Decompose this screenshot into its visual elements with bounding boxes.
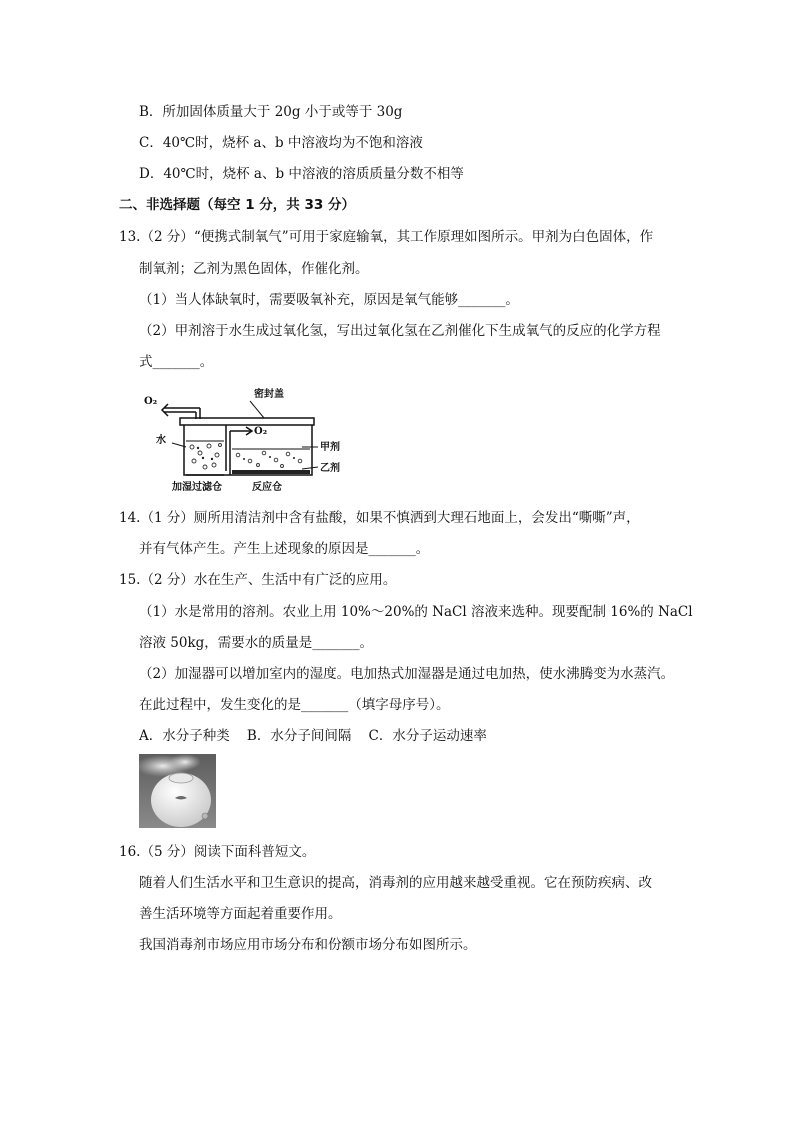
q16-para1-line2: 善生活环境等方面起着重要作用。 [139, 906, 342, 922]
q15-sub2-line1: （2）加湿器可以增加室内的湿度。电加热式加湿器是通过电加热，使水沸腾变为水蒸汽。 [139, 666, 675, 682]
q13-sub1: （1）当人体缺氧时，需要吸氧补充，原因是氧气能够_______。 [139, 292, 519, 308]
oxygen-generator-diagram [142, 383, 360, 495]
q15-sub1-line1: （1）水是常用的溶剂。农业上用 10%～20%的 NaCl 溶液来选种。现要配制 16%的 NaCl [139, 604, 693, 620]
label-agent-a: 甲剂 [320, 442, 340, 453]
q16-stem: 16.（5 分）阅读下面科普短文。 [119, 844, 316, 860]
label-chamber-right: 反应仓 [252, 482, 282, 493]
outlet-arrow [162, 404, 168, 416]
label-chamber-left: 加湿过滤仓 [172, 482, 222, 493]
q13-stem-line1: 13.（2 分）“便携式制氧气”可用于家庭输氧，其工作原理如图所示。甲剂为白色固体，作 [119, 229, 654, 245]
label-lid: 密封盖 [254, 389, 284, 400]
q15-stem: 15.（2 分）水在生产、生活中有广泛的应用。 [119, 572, 397, 588]
q15-options: A．水分子种类 B．水分子间间隔 C．水分子运动速率 [139, 728, 487, 744]
q16-para1-line1: 随着人们生活水平和卫生意识的提高，消毒剂的应用越来越受重视。它在预防疾病、改 [139, 875, 652, 891]
q15-sub1-line2: 溶液 50kg，需要水的质量是_______。 [139, 635, 374, 651]
option-b: B．所加固体质量大于 20g 小于或等于 30g [139, 104, 403, 120]
q14-stem-line1: 14.（1 分）厕所用清洁剂中含有盐酸，如果不慎洒到大理石地面上，会发出“嘶嘶”声， [119, 510, 640, 526]
humidifier-photo [139, 754, 216, 828]
lid [180, 418, 314, 425]
option-c: C．40℃时，烧杯 a、b 中溶液均为不饱和溶液 [139, 135, 423, 151]
q16-para2: 我国消毒剂市场应用市场分布和份额市场分布如图所示。 [139, 937, 477, 953]
section-heading: 二、非选择题（每空 1 分，共 33 分） [119, 197, 355, 213]
q13-stem-line2: 制氧剂；乙剂为黑色固体，作催化剂。 [139, 261, 369, 277]
q15-sub2-line2: 在此过程中，发生变化的是_______（填字母序号）。 [139, 697, 450, 713]
q13-sub2-line1: （2）甲剂溶于水生成过氧化氢，写出过氧化氢在乙剂催化下生成氧气的反应的化学方程 [139, 323, 661, 339]
label-water: 水 [156, 435, 166, 446]
catalyst-layer [232, 470, 310, 474]
q14-stem-line2: 并有气体产生。产生上述现象的原因是_______。 [139, 541, 430, 557]
q13-sub2-line2: 式_______。 [139, 354, 214, 370]
label-agent-b: 乙剂 [320, 463, 340, 474]
label-o2-inner: O₂ [254, 426, 268, 437]
lid-leader [250, 401, 264, 418]
label-o2-out: O₂ [144, 396, 158, 407]
option-d: D．40℃时，烧杯 a、b 中溶液的溶质质量分数不相等 [139, 166, 464, 182]
